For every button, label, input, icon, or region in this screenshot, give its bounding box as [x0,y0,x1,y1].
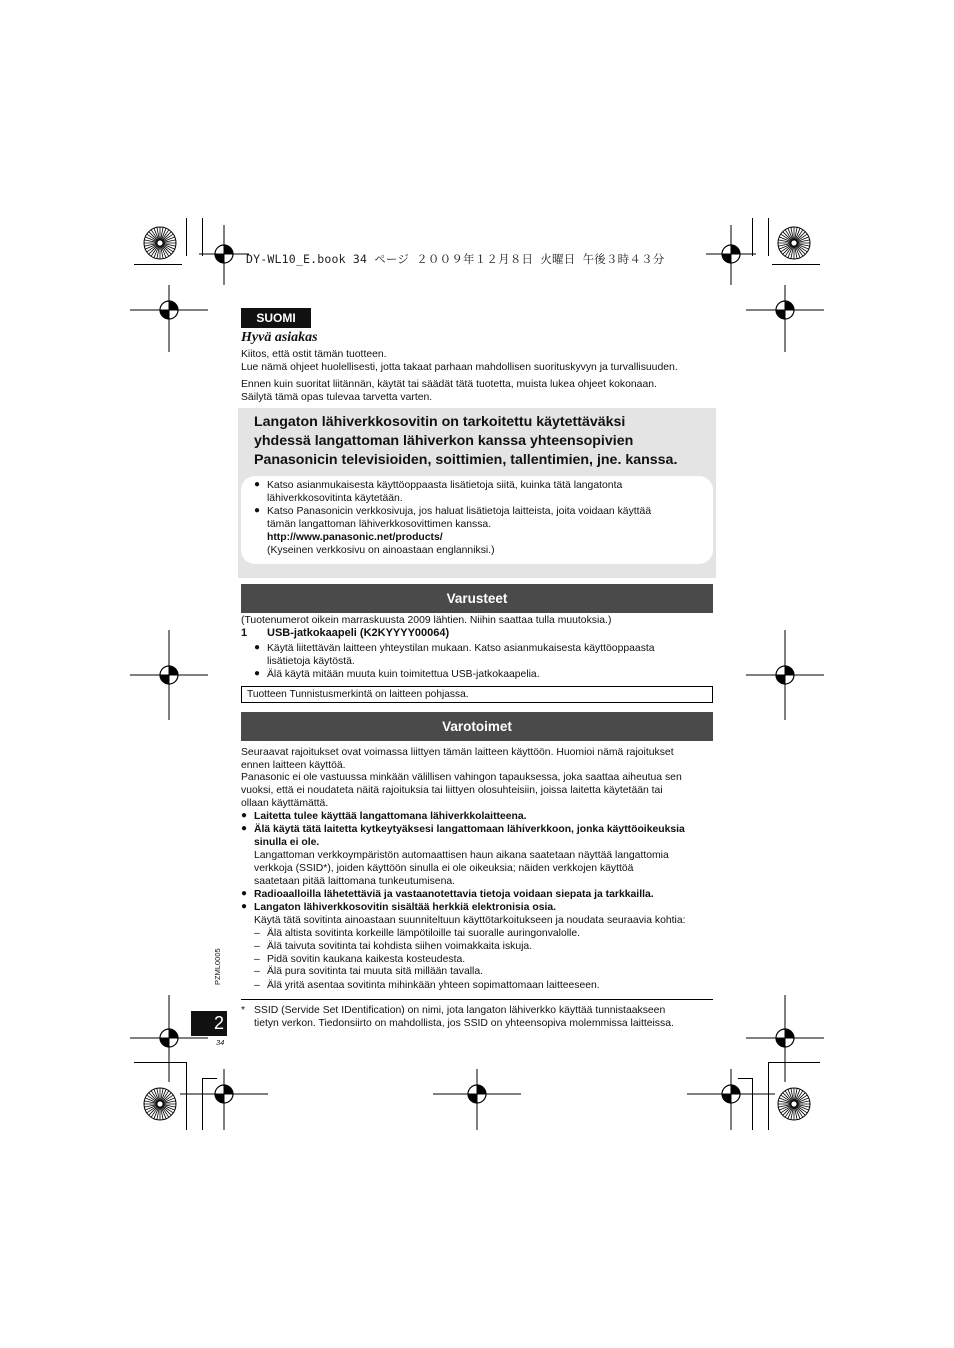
precaution-dash-5: Älä yritä asentaa sovitinta mihinkään yhteen sopimattomaan laitteeseen. [267,980,600,991]
dash-icon: – [254,928,260,939]
precautions-para-2-line-2: vuoksi, että ei noudateta näitä rajoituksia tai liittyen olosuhteisiin, joissa laitetta käytetään tai [241,785,663,796]
language-tab: SUOMI [241,308,311,328]
page-tab-number: 2 [191,1011,227,1036]
greeting: Hyvä asiakas [241,330,318,345]
dash-icon: – [254,941,260,952]
bullet-icon: ● [241,810,248,821]
document-code: PZML0005 [213,948,222,985]
dash-icon: – [254,954,260,965]
precaution-bullet-2-line-3: Langattoman verkkoympäristön automaattisen haun aikana saatetaan näyttää langattomia [254,850,669,861]
accessory-bullet-1 [267,642,655,668]
notice-title [254,413,704,470]
accessories-heading: Varusteet [241,584,713,613]
precautions-para-2-line-3: ollaan käyttämättä. [241,798,329,809]
notice-bullet-1-line-1: Katso asianmukaisesta käyttöoppaasta lisätietoja siitä, kuinka tätä langatonta [267,480,623,491]
notice-bullet-2-line-1: Katso Panasonicin verkkosivuja, jos haluat lisätietoja laitteista, joita voidaan käyttää [267,506,652,517]
bullet-icon: ● [241,888,248,899]
precautions-para-2 [241,771,713,810]
footnote-mark: * [241,1005,246,1016]
bullet-icon: ● [254,479,261,490]
bullet-icon: ● [254,505,261,516]
footnote-divider [241,999,713,1000]
precautions-heading: Varotoimet [241,712,713,741]
notice-bullet-1-line-2: lähiverkkosovitinta käytetään. [267,493,403,504]
accessory-item: USB-jatkokaapeli (K2KYYYY00064) [267,627,450,639]
label-note-box: Tuotteen Tunnistusmerkintä on laitteen pohjassa. [241,686,713,703]
bullet-icon: ● [241,823,248,834]
footnote-line-2: tietyn verkon. Tiedonsiirto on mahdollista, jos SSID on yhteensopiva molemmissa laitteissa. [254,1018,674,1029]
footnote-text [254,1004,674,1030]
precaution-bullet-2-line-5: saatetaan pitää laittomana tunkeutumisena. [254,876,456,887]
notice-bullet-2-line-2: tämän langattoman lähiverkkosovittimen kanssa. [267,519,492,530]
intro-line-3: Ennen kuin suoritat liitännän, käytät tai säädät tätä tuotetta, muista lukea ohjeet kokonaan. [241,379,657,390]
footnote-line-1: SSID (Servide Set IDentification) on nimi, jota langaton lähiverkko käyttää tunnistaakseen [254,1005,666,1016]
notice-title-line-3: Panasonicin televisioiden, soittimien, tallentimien, jne. kanssa. [254,452,678,468]
notice-bullet-2 [267,505,651,557]
precaution-bullet-1: Laitetta tulee käyttää langattomana lähiverkkolaitteena. [254,811,527,822]
precaution-bullet-2-line-2: sinulla ei ole. [254,837,320,848]
precaution-bullet-4: Langaton lähiverkkosovitin sisältää herkkiä elektronisia osia. [254,902,557,913]
url-note: (Kyseinen verkkosivu on ainoastaan englanniksi.) [267,545,495,556]
notice-title-line-2: yhdessä langattoman lähiverkon kanssa yhteensopivien [254,433,634,449]
precautions-para-1 [241,746,713,772]
bullet-icon: ● [241,901,248,912]
precaution-bullet-2-line-1: Älä käytä tätä laitetta kytkeytyäksesi langattomaan lähiverkkoon, jonka käyttöoikeuksia [254,824,685,835]
accessory-bullet-1-line-1: Käytä liitettävän laitteen yhteystilan mukaan. Katso asianmukaisesta käyttöoppaasta [267,643,655,654]
precautions-para-1-line-2: ennen laitteen käyttöä. [241,760,346,771]
page-number: 34 [216,1038,225,1047]
precaution-bullet-2-line-4: verkkoja (SSID*), joiden käyttöön sinulla ei ole oikeuksia; näiden verkkojen käyttöä [254,863,634,874]
intro-line-1: Kiitos, että ostit tämän tuotteen. [241,349,387,360]
precaution-dash-2: Älä taivuta sovitinta tai kohdista siihen voimakkaita iskuja. [267,941,533,952]
panasonic-url[interactable]: http://www.panasonic.net/products/ [267,532,443,543]
intro-line-2: Lue nämä ohjeet huolellisesti, jotta takaat parhaan mahdollisen suorituskyvyn ja turvallisuuden. [241,362,678,373]
precaution-dash-1: Älä altista sovitinta korkeille lämpötiloille tai suoralle auringonvalolle. [267,928,581,939]
accessory-bullet-2: Älä käytä mitään muuta kuin toimitettua USB-jatkokaapelia. [267,669,540,680]
dash-icon: – [254,966,260,977]
notice-title-line-1: Langaton lähiverkkosovitin on tarkoitettu käytettäväksi [254,414,626,430]
precaution-bullet-4-detail: Käytä tätä sovitinta ainoastaan suunniteltuun käyttötarkoitukseen ja noudata seuraavia kohtia: [254,915,686,926]
intro-line-4: Säilytä tämä opas tulevaa tarvetta varten. [241,392,433,403]
accessory-bullet-1-line-2: lisätietoja käytöstä. [267,656,355,667]
dash-icon: – [254,980,260,991]
notice-bullet-1 [267,479,622,505]
precaution-bullet-3: Radioaalloilla lähetettäviä ja vastaanotettavia tietoja voidaan siepata ja tarkkailla. [254,889,654,900]
precautions-para-1-line-1: Seuraavat rajoitukset ovat voimassa liittyen tämän laitteen käyttöön. Huomioi nämä rajoitukset [241,747,674,758]
precaution-dash-3: Pidä sovitin kaukana kaikesta kosteudesta. [267,954,466,965]
bullet-icon: ● [254,642,261,653]
accessories-note: (Tuotenumerot oikein marraskuusta 2009 lähtien. Niihin saattaa tulla muutoksia.) [241,615,612,626]
print-info-line: DY-WL10_E.book 34 ページ ２００９年１２月８日 火曜日 午後３時４３分 [246,252,665,266]
bullet-icon: ● [254,668,261,679]
precautions-para-2-line-1: Panasonic ei ole vastuussa minkään välillisen vahingon tapauksessa, joka saattaa aiheutua sen [241,772,682,783]
precaution-bullet-2 [254,823,685,888]
precaution-dash-4: Älä pura sovitinta tai muuta sitä millään tavalla. [267,966,484,977]
accessory-item-number: 1 [241,627,248,639]
